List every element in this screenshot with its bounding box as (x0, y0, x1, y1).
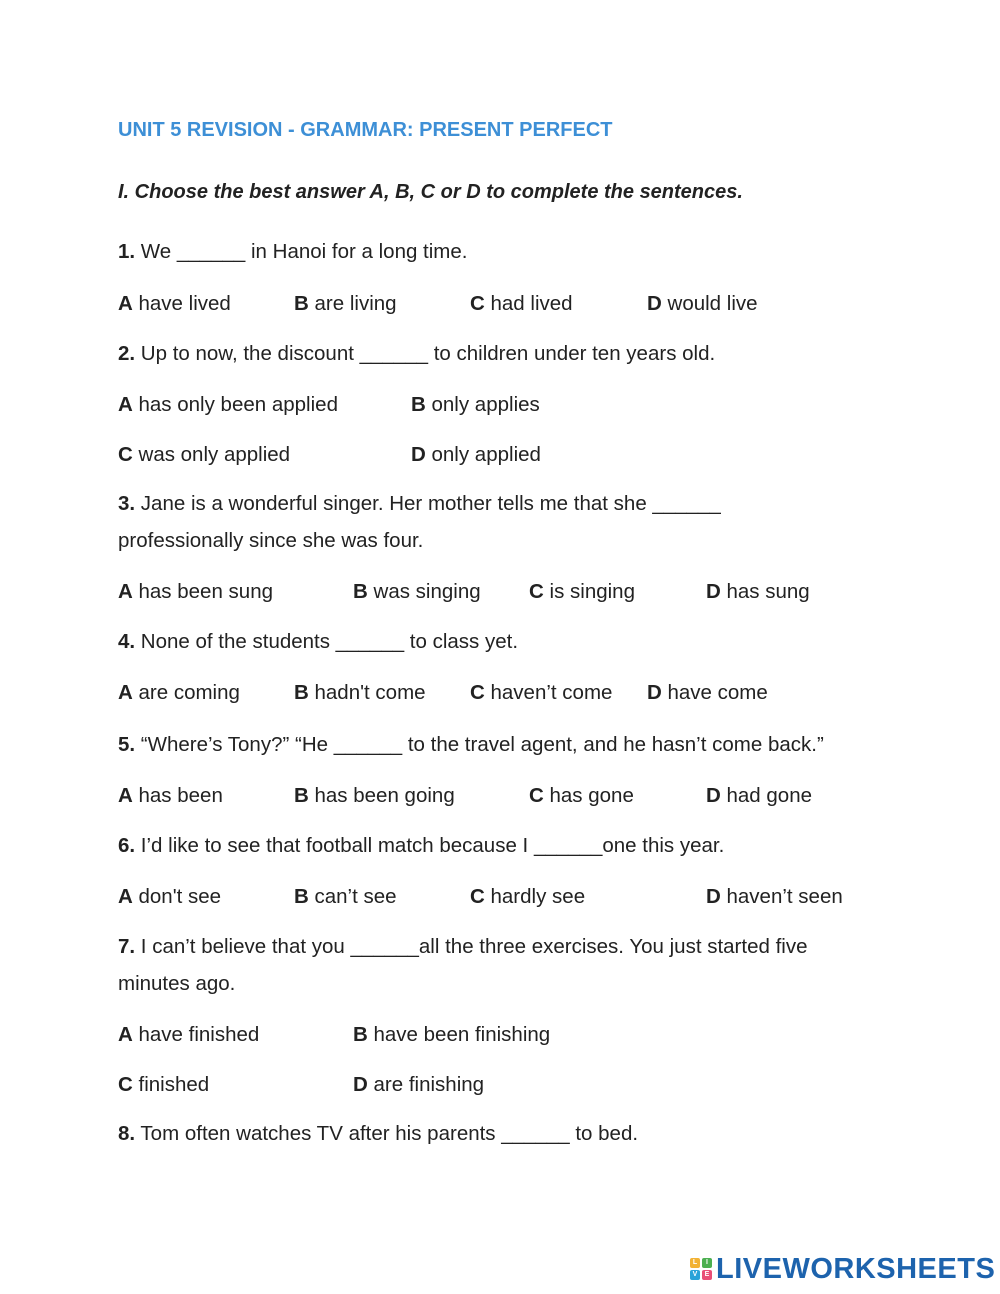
question-number: 6. (118, 834, 136, 857)
option-1d[interactable]: D would live (647, 292, 758, 315)
question-text: “Where’s Tony?” “He ______ to the travel agent, and he hasn’t come back.” (135, 733, 824, 756)
option-2c[interactable]: C was only applied (118, 443, 291, 466)
question-text: I can’t believe that you ______all the three exercises. You just started five (135, 935, 808, 958)
option-7a[interactable]: A have finished (118, 1023, 260, 1046)
page-title: UNIT 5 REVISION - GRAMMAR: PRESENT PERFECT (118, 119, 613, 141)
option-2d[interactable]: D only applied (411, 443, 541, 466)
option-6b[interactable]: B can’t see (294, 885, 397, 908)
option-3c[interactable]: C is singing (529, 580, 635, 603)
option-6d[interactable]: D haven’t seen (706, 885, 843, 908)
option-7d[interactable]: D are finishing (353, 1073, 485, 1096)
question-number: 1. (118, 240, 136, 263)
question-number: 5. (118, 733, 136, 756)
option-5b[interactable]: B has been going (294, 784, 455, 807)
question-text: Tom often watches TV after his parents ______ to bed. (135, 1122, 639, 1145)
liveworksheets-logo (690, 1252, 995, 1286)
question-number: 2. (118, 342, 136, 365)
option-6a[interactable]: A don't see (118, 885, 222, 908)
question-number: 4. (118, 630, 136, 653)
question-4 (118, 630, 518, 654)
question-7-line-2: minutes ago. (118, 972, 236, 995)
question-text: None of the students ______ to class yet. (135, 630, 519, 653)
option-5d[interactable]: D had gone (706, 784, 813, 807)
option-4a[interactable]: A are coming (118, 681, 240, 704)
option-6c[interactable]: C hardly see (470, 885, 586, 908)
option-3b[interactable]: B was singing (353, 580, 481, 603)
question-text: Up to now, the discount ______ to children under ten years old. (135, 342, 716, 365)
option-4c[interactable]: C haven’t come (470, 681, 613, 704)
logo-text: LIVEWORKSHEETS (716, 1252, 996, 1285)
question-2 (118, 342, 715, 366)
question-text: I’d like to see that football match because I ______one this year. (135, 834, 725, 857)
question-7 (118, 935, 807, 959)
option-1a[interactable]: A have lived (118, 292, 231, 315)
option-7b[interactable]: B have been finishing (353, 1023, 551, 1046)
question-text: We ______ in Hanoi for a long time. (135, 240, 468, 263)
option-1c[interactable]: C had lived (470, 292, 573, 315)
question-1 (118, 240, 467, 264)
instruction: I. Choose the best answer A, B, C or D to complete the sentences. (118, 181, 743, 203)
question-3 (118, 492, 721, 516)
option-3a[interactable]: A has been sung (118, 580, 274, 603)
question-text: Jane is a wonderful singer. Her mother tells me that she ______ (135, 492, 721, 515)
option-5a[interactable]: A has been (118, 784, 223, 807)
option-2b[interactable]: B only applies (411, 393, 540, 416)
option-5c[interactable]: C has gone (529, 784, 634, 807)
option-2a[interactable]: A has only been applied (118, 393, 338, 416)
option-4b[interactable]: B hadn't come (294, 681, 426, 704)
question-number: 8. (118, 1122, 136, 1145)
question-8 (118, 1122, 638, 1146)
question-number: 3. (118, 492, 136, 515)
question-6 (118, 834, 724, 858)
option-1b[interactable]: B are living (294, 292, 397, 315)
option-3d[interactable]: D has sung (706, 580, 810, 603)
question-5 (118, 733, 824, 757)
question-3-line-2: professionally since she was four. (118, 529, 424, 552)
logo-mark-icon: L I V E (690, 1258, 712, 1280)
question-number: 7. (118, 935, 136, 958)
option-7c[interactable]: C finished (118, 1073, 210, 1096)
option-4d[interactable]: D have come (647, 681, 768, 704)
